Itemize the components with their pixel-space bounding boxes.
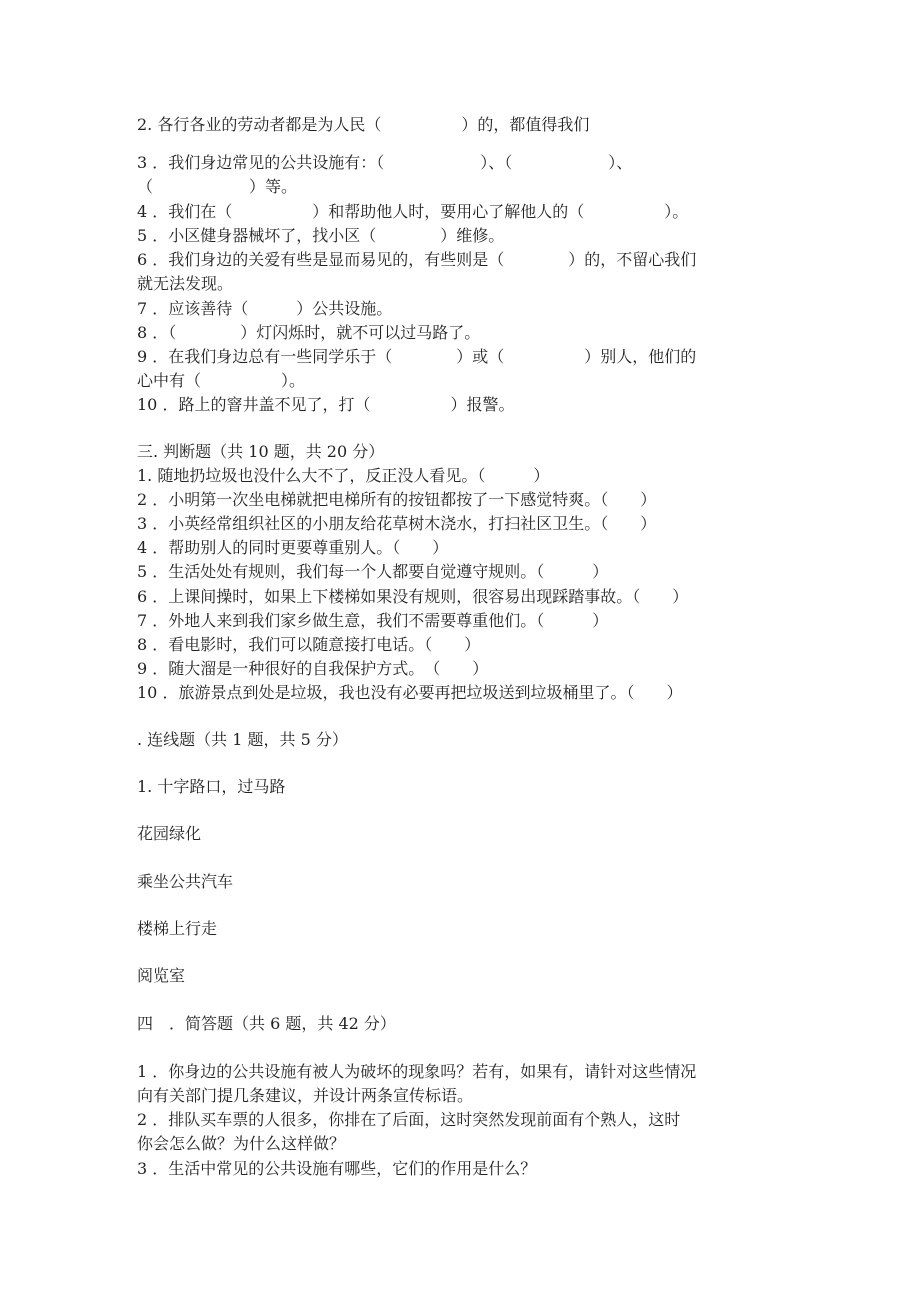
short-section-title: 四 ．简答题（共 6 题，共 42 分） [137, 1014, 396, 1033]
fill-question-2: 2. 各行各业的劳动者都是为人民（ ）的，都值得我们 [137, 115, 590, 134]
judge-item-10: 10 ．旅游景点到处是垃圾，我也没有必要再把垃圾送到垃圾桶里了。（ ） [137, 683, 683, 702]
fill-question-9-line1: 9 ．在我们身边总有一些同学乐于（ ）或（ ）别人，他们的 [137, 347, 697, 366]
fill-question-6-line1: 6 ．我们身边的关爱有些是显而易见的，有些则是（ ）的，不留心我们 [137, 250, 697, 269]
judge-item-3: 3 ．小英经常组织社区的小朋友给花草树木浇水，打扫社区卫生。（ ） [137, 514, 657, 533]
judge-item-9: 9 ．随大溜是一种很好的自我保护方式。 （ ） [137, 659, 489, 678]
fill-question-4: 4 ．我们在（ ）和帮助他人时，要用心了解他人的（ ）。 [137, 202, 689, 221]
match-item-3: 乘坐公共汽车 [137, 872, 234, 891]
judge-item-1: 1. 随地扔垃圾也没什么大不了，反正没人看见。（ ） [137, 466, 550, 485]
match-item-1: 1. 十字路口，过马路 [137, 777, 286, 796]
match-item-2: 花园绿化 [137, 824, 202, 843]
judge-item-7: 7 ．外地人来到我们家乡做生意，我们不需要尊重他们。（ ） [137, 611, 609, 630]
match-item-5: 阅览室 [137, 966, 186, 985]
judge-item-5: 5 ．生活处处有规则，我们每一个人都要自觉遵守规则。（ ） [137, 562, 609, 581]
fill-question-10: 10 ．路上的窨井盖不见了，打（ ）报警。 [137, 395, 515, 414]
match-section-title: . 连线题（共 1 题，共 5 分） [137, 730, 348, 749]
judge-section-title: 三. 判断题（共 10 题，共 20 分） [137, 442, 385, 461]
fill-question-6-line2: 就无法发现。 [137, 274, 234, 293]
judge-item-6: 6 ．上课间操时，如果上下楼梯如果没有规则，很容易出现踩踏事故。（ ） [137, 587, 689, 606]
judge-item-2: 2 ．小明第一次坐电梯就把电梯所有的按钮都按了一下感觉特爽。（ ） [137, 490, 657, 509]
fill-question-7: 7 ．应该善待（ ）公共设施。 [137, 299, 393, 318]
fill-question-8: 8 ．（ ）灯闪烁时，就不可以过马路了。 [137, 323, 481, 342]
short-question-1-line2: 向有关部门提几条建议，并设计两条宣传标语。 [137, 1086, 474, 1105]
judge-item-4: 4 ．帮助别人的同时更要尊重别人。（ ） [137, 538, 449, 557]
fill-question-3-line2: （ ）等。 [137, 177, 298, 196]
judge-item-8: 8 ．看电影时，我们可以随意接打电话。（ ） [137, 635, 481, 654]
short-question-3: 3 ．生活中常见的公共设施有哪些，它们的作用是什么？ [137, 1159, 537, 1178]
fill-question-9-line2: 心中有（ ）。 [137, 371, 306, 390]
fill-question-5: 5 ．小区健身器械坏了，找小区（ ）维修。 [137, 226, 505, 245]
match-item-4: 楼梯上行走 [137, 919, 218, 938]
short-question-2-line1: 2 ．排队买车票的人很多，你排在了后面，这时突然发现前面有个熟人，这时 [137, 1110, 681, 1129]
short-question-1-line1: 1 ．你身边的公共设施有被人为破坏的现象吗？若有，如果有，请针对这些情况 [137, 1062, 697, 1081]
fill-question-3-line1: 3 ．我们身边常见的公共设施有：（ ）、（ ）、 [137, 153, 633, 172]
short-question-2-line2: 你会怎么做？为什么这样做？ [137, 1134, 346, 1153]
